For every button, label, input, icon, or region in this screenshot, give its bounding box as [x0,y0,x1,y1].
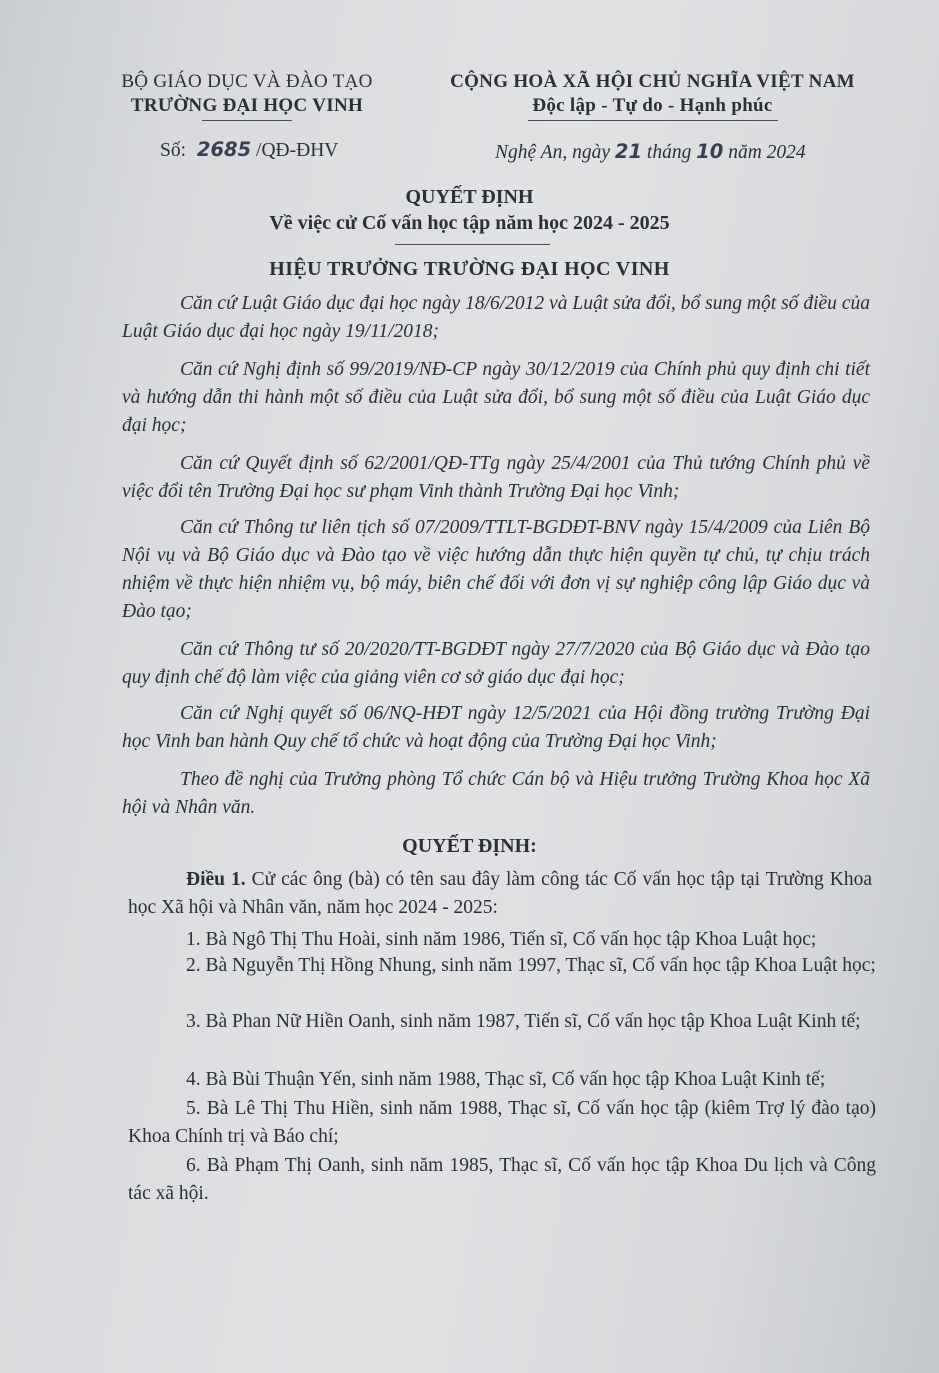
advisor-item-5: 5. Bà Lê Thị Thu Hiền, sinh năm 1988, Thạc sĩ, Cố vấn học tập (kiêm Trợ lý đào tạo) Khoa Chính trị và Báo chí; [128,1098,876,1147]
advisor-item-3: 3. Bà Phan Nữ Hiền Oanh, sinh năm 1987, Tiến sĩ, Cố vấn học tập Khoa Luật Kinh tế; [186,1011,861,1032]
advisor-item-6: 6. Bà Phạm Thị Oanh, sinh năm 1985, Thạc sĩ, Cố vấn học tập Khoa Du lịch và Công tác xã hội. [128,1155,876,1204]
date-month: 10 [696,140,724,163]
university-name: TRƯỜNG ĐẠI HỌC VINH [130,95,364,116]
number-prefix: Số: [160,140,187,161]
article-1-text: Cử các ông (bà) có tên sau đây làm công tác Cố vấn học tập tại Trường Khoa học Xã hội và Nhân văn, năm học 2024 - 2025: [128,869,872,918]
decision-number [160,138,338,162]
issuer-title: HIỆU TRƯỞNG TRƯỜNG ĐẠI HỌC VINH [269,258,670,280]
decision-heading: QUYẾT ĐỊNH: [402,835,537,857]
issue-date [495,140,806,164]
date-year: năm 2024 [728,142,806,163]
preamble-6: Căn cứ Nghị quyết số 06/NQ-HĐT ngày 12/5/2021 của Hội đồng trường Trường Đại học Vinh ban hành Quy chế tổ chức và hoạt động của Trường Đại học Vinh; [122,703,870,752]
date-place: Nghệ An, ngày [495,142,611,163]
number-handwritten: 2685 [196,138,252,161]
advisor-item-4: 4. Bà Bùi Thuận Yến, sinh năm 1988, Thạc sĩ, Cố vấn học tập Khoa Luật Kinh tế; [186,1069,826,1090]
date-month-label: tháng [646,142,692,163]
preamble-2: Căn cứ Nghị định số 99/2019/NĐ-CP ngày 30/12/2019 của Chính phủ quy định chi tiết và hướng dẫn thi hành một số điều của Luật sửa đổi, bổ sung một số điều của Luật Giáo dục đại học; [122,359,870,436]
header-right-underline [528,120,778,121]
advisor-item-2: 2. Bà Nguyễn Thị Hồng Nhung, sinh năm 1997, Thạc sĩ, Cố vấn học tập Khoa Luật học; [186,955,876,976]
document-subject: Về việc cử Cố vấn học tập năm học 2024 - 2025 [269,212,670,234]
header-left [112,70,382,121]
header-left-underline [202,120,292,121]
header-right [440,70,865,121]
article-1 [128,866,872,922]
republic-name: CỘNG HOÀ XÃ HỘI CHỦ NGHĨA VIỆT NAM [450,71,855,92]
article-1-label: Điều 1. [186,869,246,890]
preamble-7: Theo đề nghị của Trưởng phòng Tổ chức Cán bộ và Hiệu trưởng Trường Khoa học Xã hội và Nhân văn. [122,769,870,818]
ministry-name: BỘ GIÁO DỤC VÀ ĐÀO TẠO [121,71,373,92]
preamble-1: Căn cứ Luật Giáo dục đại học ngày 18/6/2012 và Luật sửa đổi, bổ sung một số điều của Luật Giáo dục đại học ngày 19/11/2018; [122,293,870,342]
preamble-3: Căn cứ Quyết định số 62/2001/QĐ-TTg ngày 25/4/2001 của Thủ tướng Chính phủ về việc đổi tên Trường Đại học sư phạm Vinh thành Trường Đại học Vinh; [122,453,870,502]
national-motto: Độc lập - Tự do - Hạnh phúc [532,95,773,116]
preamble-4: Căn cứ Thông tư liên tịch số 07/2009/TTLT-BGDĐT-BNV ngày 15/4/2009 của Liên Bộ Nội vụ và Bộ Giáo dục và Đào tạo về việc hướng dẫn thực hiện quyền tự chủ, tự chịu trách nhiệm về thực hiện nhiệm vụ, bộ máy, biên chế đối với đơn vị sự nghiệp công lập Giáo dục và Đào tạo; [122,517,870,622]
document-title: QUYẾT ĐỊNH [405,186,534,208]
number-suffix: /QĐ-ĐHV [256,140,339,161]
advisor-item-1: 1. Bà Ngô Thị Thu Hoài, sinh năm 1986, Tiến sĩ, Cố vấn học tập Khoa Luật học; [186,929,817,950]
date-day: 21 [614,140,643,163]
preamble-5: Căn cứ Thông tư số 20/2020/TT-BGDĐT ngày 27/7/2020 của Bộ Giáo dục và Đào tạo quy định chế độ làm việc của giảng viên cơ sở giáo dục đại học; [122,639,870,688]
title-divider [395,244,550,245]
